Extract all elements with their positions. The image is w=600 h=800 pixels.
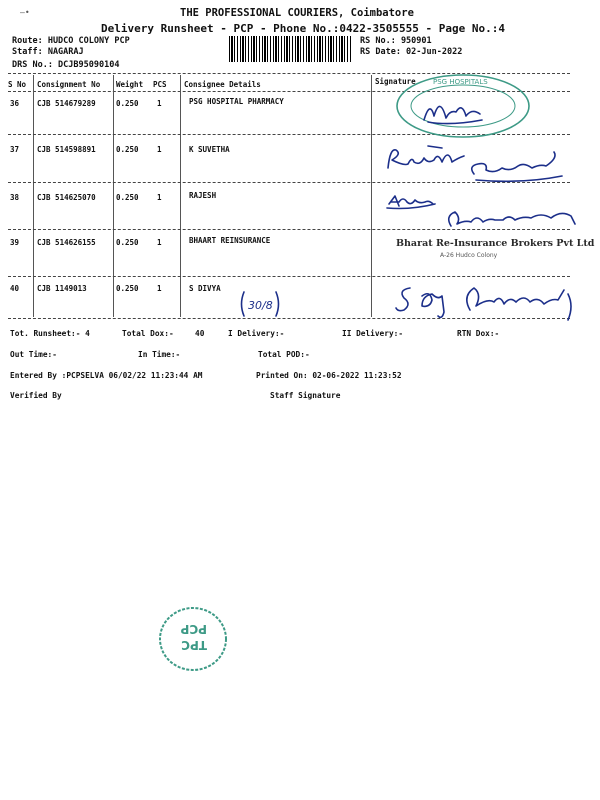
printed-on: Printed On: 02-06-2022 11:23:52	[256, 371, 402, 380]
round-stamp-text: PSG HOSPITALS	[433, 78, 488, 86]
signature-row-36	[420, 92, 500, 132]
out-time: Out Time:-	[10, 350, 57, 359]
row-pcs: 1	[157, 238, 162, 247]
signature-row-37	[382, 138, 572, 190]
rs-number: RS No.: 950901	[360, 36, 432, 46]
row-weight: 0.250	[116, 193, 139, 202]
ii-delivery: II Delivery:-	[342, 329, 404, 338]
row-pcs: 1	[157, 193, 162, 202]
row-pcs: 1	[157, 284, 162, 293]
i-delivery: I Delivery:-	[228, 329, 285, 338]
entered-by: Entered By :PCPSELVA 06/02/22 11:23:44 AM	[10, 371, 203, 380]
row-consignee: BHAART REINSURANCE	[189, 236, 271, 245]
row-weight: 0.250	[116, 284, 139, 293]
col-header-consignment: Consignment No	[37, 80, 101, 89]
row-consignment: CJB 514625070	[37, 193, 96, 202]
total-runsheet: Tot. Runsheet:- 4	[10, 329, 90, 338]
col-divider	[33, 75, 34, 317]
runsheet-title: Delivery Runsheet - PCP - Phone No.:0422-3505555 - Page No.:4	[101, 22, 505, 35]
row-pcs: 1	[157, 99, 162, 108]
drs-number: DRS No.: DCJB95090104	[12, 60, 120, 70]
row-sno: 39	[10, 238, 20, 247]
col-header-sno: S No	[8, 80, 27, 89]
row-consignee: RAJESH	[189, 191, 217, 200]
row-consignment: CJB 514679289	[37, 99, 96, 108]
row-consignment: CJB 514626155	[37, 238, 96, 247]
pcp-round-stamp	[155, 603, 231, 675]
pcp-stamp-bottom-text: PCP	[180, 622, 207, 636]
row-consignee: K SUVETHA	[189, 145, 230, 154]
row-sno: 40	[10, 284, 20, 293]
row-weight: 0.250	[116, 145, 139, 154]
row-weight: 0.250	[116, 99, 139, 108]
row-weight: 0.250	[116, 238, 139, 247]
signature-row-40	[392, 276, 582, 328]
signature-row-38	[385, 190, 585, 238]
row-consignee: S DIVYA	[189, 284, 221, 293]
row-consignment: CJB 1149013	[37, 284, 87, 293]
col-header-pcs: PCS	[153, 80, 167, 89]
bharat-stamp-line2: A-26 Hudco Colony	[440, 252, 498, 259]
total-dox-label: Total Dox:-	[122, 329, 174, 338]
row-pcs: 1	[157, 145, 162, 154]
col-divider	[371, 75, 372, 317]
pcp-stamp-top-text: TPC	[181, 638, 207, 652]
in-time: In Time:-	[138, 350, 181, 359]
col-header-signature: Signature	[375, 77, 416, 86]
route-label: Route: HUDCO COLONY PCP	[12, 36, 130, 46]
row-sno: 37	[10, 145, 20, 154]
rs-date: RS Date: 02-Jun-2022	[360, 47, 463, 57]
handwritten-note	[238, 289, 282, 319]
barcode	[229, 36, 351, 62]
verified-by: Verified By	[10, 391, 62, 400]
col-divider	[180, 75, 181, 317]
row-sno: 36	[10, 99, 20, 108]
row-consignee: PSG HOSPITAL PHARMACY	[189, 97, 284, 106]
staff-signature: Staff Signature	[270, 391, 341, 400]
total-pod: Total POD:-	[258, 350, 310, 359]
total-dox-value: 40	[195, 329, 205, 338]
row-consignment: CJB 514598891	[37, 145, 96, 154]
staff-label: Staff: NAGARAJ	[12, 47, 84, 57]
col-header-weight: Weight	[116, 80, 144, 89]
corner-mark: —•	[20, 8, 30, 17]
rtn-dox: RTN Dox:-	[457, 329, 500, 338]
bharat-stamp-line1: Bharat Re-Insurance Brokers Pvt Ltd	[396, 238, 595, 249]
row-sno: 38	[10, 193, 20, 202]
company-title: THE PROFESSIONAL COURIERS, Coimbatore	[180, 7, 414, 19]
note-text: 30/8	[248, 299, 273, 312]
col-header-consignee: Consignee Details	[184, 80, 261, 89]
col-divider	[113, 75, 114, 317]
